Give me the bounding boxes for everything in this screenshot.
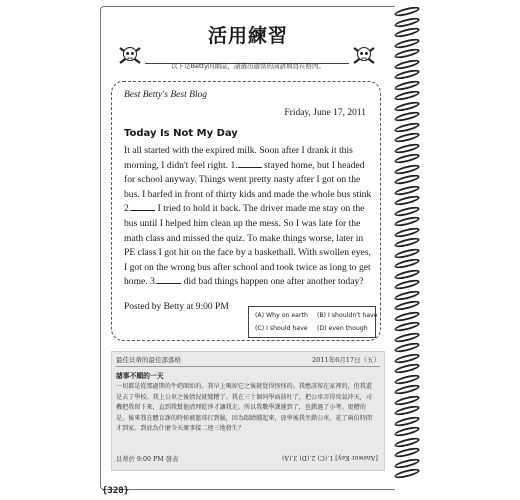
option-d[interactable]: (D) even though bbox=[317, 325, 368, 332]
spiral-ring bbox=[394, 57, 421, 70]
spiral-ring bbox=[394, 246, 421, 259]
post-text: stayed home, but I headed for school anyway. Things went pretty nasty after I got on the bus. I barfed in front of thirty kids and made the whole bus stink 2. bbox=[124, 159, 372, 215]
spiral-ring bbox=[394, 456, 421, 469]
spiral-ring bbox=[394, 320, 421, 333]
translation-title: 諸事不順的一天 bbox=[116, 372, 164, 380]
posted-by: Posted by Betty at 9:00 PM bbox=[124, 302, 229, 312]
spiral-ring bbox=[394, 257, 421, 270]
spiral-ring bbox=[394, 152, 421, 165]
workbook-page bbox=[100, 6, 395, 490]
spiral-ring bbox=[394, 162, 421, 175]
answer-key: [Answer Key] 1.(C) 2.(D) 3.(A) bbox=[282, 454, 378, 461]
spiral-ring bbox=[394, 278, 421, 291]
spiral-ring bbox=[394, 341, 421, 354]
title-bar bbox=[101, 21, 395, 55]
spiral-ring bbox=[394, 467, 421, 480]
post-date: Friday, June 17, 2011 bbox=[284, 108, 366, 118]
spiral-ring bbox=[394, 99, 421, 112]
answer-blank-1[interactable] bbox=[238, 159, 262, 168]
spiral-ring bbox=[394, 47, 421, 60]
spiral-binding bbox=[394, 8, 424, 488]
spiral-ring bbox=[394, 362, 421, 375]
post-title: Today Is Not My Day bbox=[124, 128, 238, 139]
spiral-ring bbox=[394, 435, 421, 448]
instruction-text: 以下是Betty的網誌，請選出適當的詞語填寫在格內。 bbox=[171, 62, 325, 70]
blog-name: Best Betty's Best Blog bbox=[124, 90, 208, 100]
option-b[interactable]: (B) I shouldn't have bbox=[317, 312, 378, 319]
spiral-ring bbox=[394, 299, 421, 312]
translation-blog-name: 最佳貝蒂的最佳部落格 bbox=[116, 356, 181, 364]
spiral-ring bbox=[394, 309, 421, 322]
post-text: I tried to hold it back. The driver made me stay on the bus until I helped him clean up the mess. So I was late for the math class and missed the quiz. To make things worse, later in PE class I got hit on the face by a basketball. With swollen eyes, I got on the wrong bus after school and took twice as long to get home. 3. bbox=[124, 203, 371, 288]
spiral-ring bbox=[394, 425, 421, 438]
answer-options-box bbox=[248, 306, 376, 338]
answer-blank-3[interactable] bbox=[157, 275, 181, 284]
spiral-ring bbox=[394, 288, 421, 301]
blog-post-card bbox=[111, 81, 381, 341]
spiral-ring bbox=[394, 414, 421, 427]
option-a[interactable]: (A) Why on earth bbox=[255, 312, 308, 319]
spiral-ring bbox=[394, 194, 421, 207]
spiral-ring bbox=[394, 26, 421, 39]
spiral-ring bbox=[394, 267, 421, 280]
spiral-ring bbox=[394, 404, 421, 417]
spiral-ring bbox=[394, 110, 421, 123]
spiral-ring bbox=[394, 15, 421, 28]
spiral-ring bbox=[394, 225, 421, 238]
spiral-ring bbox=[394, 446, 421, 459]
spiral-ring bbox=[394, 236, 421, 249]
spiral-ring bbox=[394, 131, 421, 144]
post-text: did bad things happen one after another today? bbox=[181, 276, 364, 288]
page-title: 活用練習 bbox=[207, 25, 288, 47]
spiral-ring bbox=[394, 351, 421, 364]
answer-blank-2[interactable] bbox=[131, 202, 155, 211]
spiral-ring bbox=[394, 393, 421, 406]
translation-date: 2011年6月17日（五） bbox=[312, 356, 380, 364]
spiral-ring bbox=[394, 215, 421, 228]
post-text: It all started with the expired milk. Soon after I drank it this morning, I didn't feel right. 1. bbox=[124, 145, 353, 171]
spiral-ring bbox=[394, 173, 421, 186]
spiral-ring bbox=[394, 120, 421, 133]
spiral-ring bbox=[394, 330, 421, 343]
spiral-ring bbox=[394, 68, 421, 81]
translation-posted-by: 貝蒂於 9:00 PM 發表 bbox=[116, 456, 179, 463]
translation-box bbox=[111, 351, 385, 471]
spiral-ring bbox=[394, 372, 421, 385]
spiral-ring bbox=[394, 141, 421, 154]
translation-header bbox=[116, 355, 380, 367]
spiral-ring bbox=[394, 36, 421, 49]
spiral-ring bbox=[394, 183, 421, 196]
option-c[interactable]: (C) I should have bbox=[255, 325, 308, 332]
post-body bbox=[124, 144, 374, 290]
spiral-ring bbox=[394, 204, 421, 217]
spiral-ring bbox=[394, 383, 421, 396]
spiral-ring bbox=[394, 78, 421, 91]
spiral-ring bbox=[394, 5, 421, 18]
translation-body: 一切都是從那過期的牛奶開始的。我早上喝掉它之後就覺得怪怪的。我應該留在家裡的，但我還是去了學校。我上公車之後情況就變糟了。我在三十個同學面前吐了，把公車弄得臭氣沖天，司機把我留下來，直到我幫他清理乾淨才讓我走。所以我數學課遲到了，也錯過了小考。更糟的是，後來我在體育課的時候被籃球打到臉，因為眼睛腫起來，放學後我坐錯公車，花了兩倍時間才到家。到底為什麼今天壞事接二連三地發生？ bbox=[116, 383, 372, 432]
page-number: {328} bbox=[102, 486, 130, 496]
spiral-ring bbox=[394, 89, 421, 102]
